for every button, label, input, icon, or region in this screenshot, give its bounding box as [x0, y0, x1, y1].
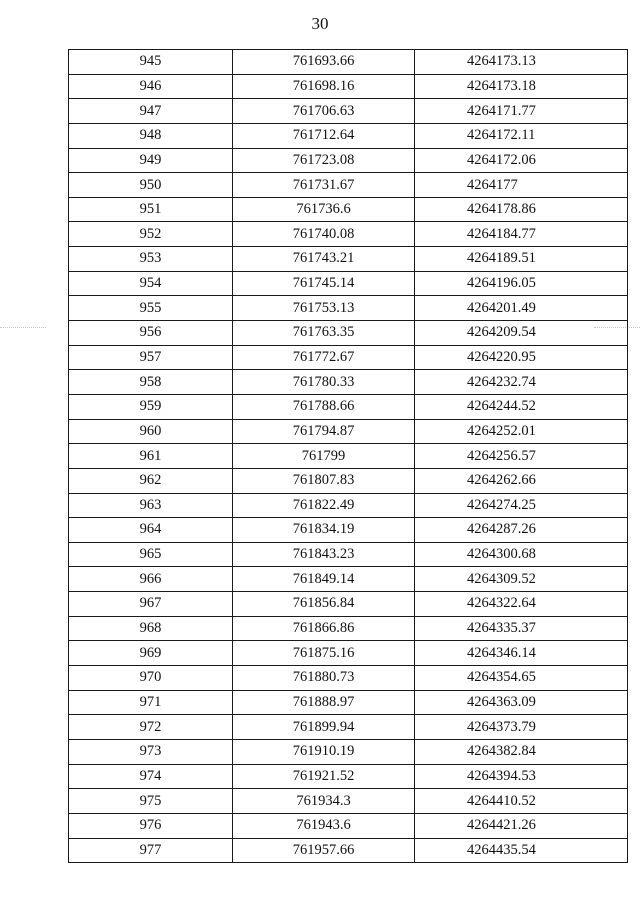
x-coordinate-cell: 761698.16	[233, 74, 415, 99]
point-number-cell: 971	[69, 690, 233, 715]
point-number-cell: 961	[69, 444, 233, 469]
table-row	[69, 444, 628, 469]
x-coordinate-cell: 761943.6	[233, 813, 415, 838]
x-coordinate-cell: 761807.83	[233, 468, 415, 493]
point-number-cell: 972	[69, 715, 233, 740]
table-row	[69, 296, 628, 321]
table-row	[69, 838, 628, 863]
y-coordinate-cell: 4264363.09	[415, 690, 628, 715]
point-number-cell: 958	[69, 370, 233, 395]
x-coordinate-cell: 761780.33	[233, 370, 415, 395]
y-coordinate-cell: 4264173.18	[415, 74, 628, 99]
point-number-cell: 950	[69, 173, 233, 198]
table-row	[69, 419, 628, 444]
y-coordinate-cell: 4264220.95	[415, 345, 628, 370]
y-coordinate-cell: 4264322.64	[415, 592, 628, 617]
table-row	[69, 493, 628, 518]
table-row	[69, 666, 628, 691]
y-coordinate-cell: 4264394.53	[415, 764, 628, 789]
y-coordinate-cell: 4264184.77	[415, 222, 628, 247]
point-number-cell: 947	[69, 99, 233, 124]
y-coordinate-cell: 4264244.52	[415, 394, 628, 419]
y-coordinate-cell: 4264382.84	[415, 739, 628, 764]
x-coordinate-cell: 761843.23	[233, 542, 415, 567]
x-coordinate-cell: 761957.66	[233, 838, 415, 863]
x-coordinate-cell: 761799	[233, 444, 415, 469]
x-coordinate-cell: 761745.14	[233, 271, 415, 296]
y-coordinate-cell: 4264209.54	[415, 321, 628, 346]
y-coordinate-cell: 4264178.86	[415, 197, 628, 222]
point-number-cell: 974	[69, 764, 233, 789]
table-row	[69, 370, 628, 395]
x-coordinate-cell: 761712.64	[233, 123, 415, 148]
y-coordinate-cell: 4264309.52	[415, 567, 628, 592]
point-number-cell: 968	[69, 616, 233, 641]
x-coordinate-cell: 761763.35	[233, 321, 415, 346]
point-number-cell: 952	[69, 222, 233, 247]
x-coordinate-cell: 761693.66	[233, 50, 415, 75]
point-number-cell: 977	[69, 838, 233, 863]
point-number-cell: 975	[69, 789, 233, 814]
table-row	[69, 542, 628, 567]
point-number-cell: 967	[69, 592, 233, 617]
x-coordinate-cell: 761888.97	[233, 690, 415, 715]
x-coordinate-cell: 761706.63	[233, 99, 415, 124]
table-row	[69, 518, 628, 543]
x-coordinate-cell: 761772.67	[233, 345, 415, 370]
x-coordinate-cell: 761788.66	[233, 394, 415, 419]
x-coordinate-cell: 761731.67	[233, 173, 415, 198]
table-row	[69, 247, 628, 272]
y-coordinate-cell: 4264196.05	[415, 271, 628, 296]
y-coordinate-cell: 4264256.57	[415, 444, 628, 469]
y-coordinate-cell: 4264373.79	[415, 715, 628, 740]
table-row	[69, 690, 628, 715]
y-coordinate-cell: 4264252.01	[415, 419, 628, 444]
point-number-cell: 965	[69, 542, 233, 567]
table-row	[69, 764, 628, 789]
x-coordinate-cell: 761822.49	[233, 493, 415, 518]
table-row	[69, 641, 628, 666]
point-number-cell: 969	[69, 641, 233, 666]
table-row	[69, 567, 628, 592]
point-number-cell: 973	[69, 739, 233, 764]
y-coordinate-cell: 4264262.66	[415, 468, 628, 493]
table-row	[69, 345, 628, 370]
table-row	[69, 271, 628, 296]
table-row	[69, 394, 628, 419]
point-number-cell: 948	[69, 123, 233, 148]
point-number-cell: 955	[69, 296, 233, 321]
y-coordinate-cell: 4264435.54	[415, 838, 628, 863]
x-coordinate-cell: 761849.14	[233, 567, 415, 592]
table-row	[69, 99, 628, 124]
table-row	[69, 468, 628, 493]
y-coordinate-cell: 4264421.26	[415, 813, 628, 838]
y-coordinate-cell: 4264171.77	[415, 99, 628, 124]
point-number-cell: 964	[69, 518, 233, 543]
x-coordinate-cell: 761875.16	[233, 641, 415, 666]
y-coordinate-cell: 4264201.49	[415, 296, 628, 321]
table-row	[69, 74, 628, 99]
x-coordinate-cell: 761743.21	[233, 247, 415, 272]
x-coordinate-cell: 761856.84	[233, 592, 415, 617]
y-coordinate-cell: 4264172.06	[415, 148, 628, 173]
point-number-cell: 954	[69, 271, 233, 296]
x-coordinate-cell: 761866.86	[233, 616, 415, 641]
x-coordinate-cell: 761934.3	[233, 789, 415, 814]
x-coordinate-cell: 761910.19	[233, 739, 415, 764]
point-number-cell: 956	[69, 321, 233, 346]
table-row	[69, 173, 628, 198]
coordinate-table	[68, 49, 628, 863]
point-number-cell: 966	[69, 567, 233, 592]
table-row	[69, 592, 628, 617]
y-coordinate-cell: 4264300.68	[415, 542, 628, 567]
point-number-cell: 962	[69, 468, 233, 493]
scan-edge-mark-left	[0, 327, 46, 329]
table-row	[69, 50, 628, 75]
point-number-cell: 960	[69, 419, 233, 444]
x-coordinate-cell: 761880.73	[233, 666, 415, 691]
table-row	[69, 715, 628, 740]
y-coordinate-cell: 4264177	[415, 173, 628, 198]
table-row	[69, 789, 628, 814]
x-coordinate-cell: 761753.13	[233, 296, 415, 321]
x-coordinate-cell: 761736.6	[233, 197, 415, 222]
table-row	[69, 813, 628, 838]
y-coordinate-cell: 4264346.14	[415, 641, 628, 666]
y-coordinate-cell: 4264335.37	[415, 616, 628, 641]
point-number-cell: 945	[69, 50, 233, 75]
point-number-cell: 957	[69, 345, 233, 370]
coordinate-table-body	[69, 50, 628, 863]
x-coordinate-cell: 761921.52	[233, 764, 415, 789]
x-coordinate-cell: 761899.94	[233, 715, 415, 740]
y-coordinate-cell: 4264189.51	[415, 247, 628, 272]
point-number-cell: 953	[69, 247, 233, 272]
point-number-cell: 970	[69, 666, 233, 691]
table-row	[69, 123, 628, 148]
y-coordinate-cell: 4264287.26	[415, 518, 628, 543]
table-row	[69, 222, 628, 247]
x-coordinate-cell: 761834.19	[233, 518, 415, 543]
x-coordinate-cell: 761723.08	[233, 148, 415, 173]
table-row	[69, 616, 628, 641]
point-number-cell: 976	[69, 813, 233, 838]
page-number: 30	[311, 14, 329, 33]
table-row	[69, 321, 628, 346]
x-coordinate-cell: 761740.08	[233, 222, 415, 247]
y-coordinate-cell: 4264410.52	[415, 789, 628, 814]
y-coordinate-cell: 4264173.13	[415, 50, 628, 75]
point-number-cell: 946	[69, 74, 233, 99]
table-row	[69, 148, 628, 173]
point-number-cell: 949	[69, 148, 233, 173]
point-number-cell: 959	[69, 394, 233, 419]
point-number-cell: 963	[69, 493, 233, 518]
table-row	[69, 197, 628, 222]
y-coordinate-cell: 4264354.65	[415, 666, 628, 691]
x-coordinate-cell: 761794.87	[233, 419, 415, 444]
point-number-cell: 951	[69, 197, 233, 222]
y-coordinate-cell: 4264274.25	[415, 493, 628, 518]
y-coordinate-cell: 4264172.11	[415, 123, 628, 148]
y-coordinate-cell: 4264232.74	[415, 370, 628, 395]
table-row	[69, 739, 628, 764]
